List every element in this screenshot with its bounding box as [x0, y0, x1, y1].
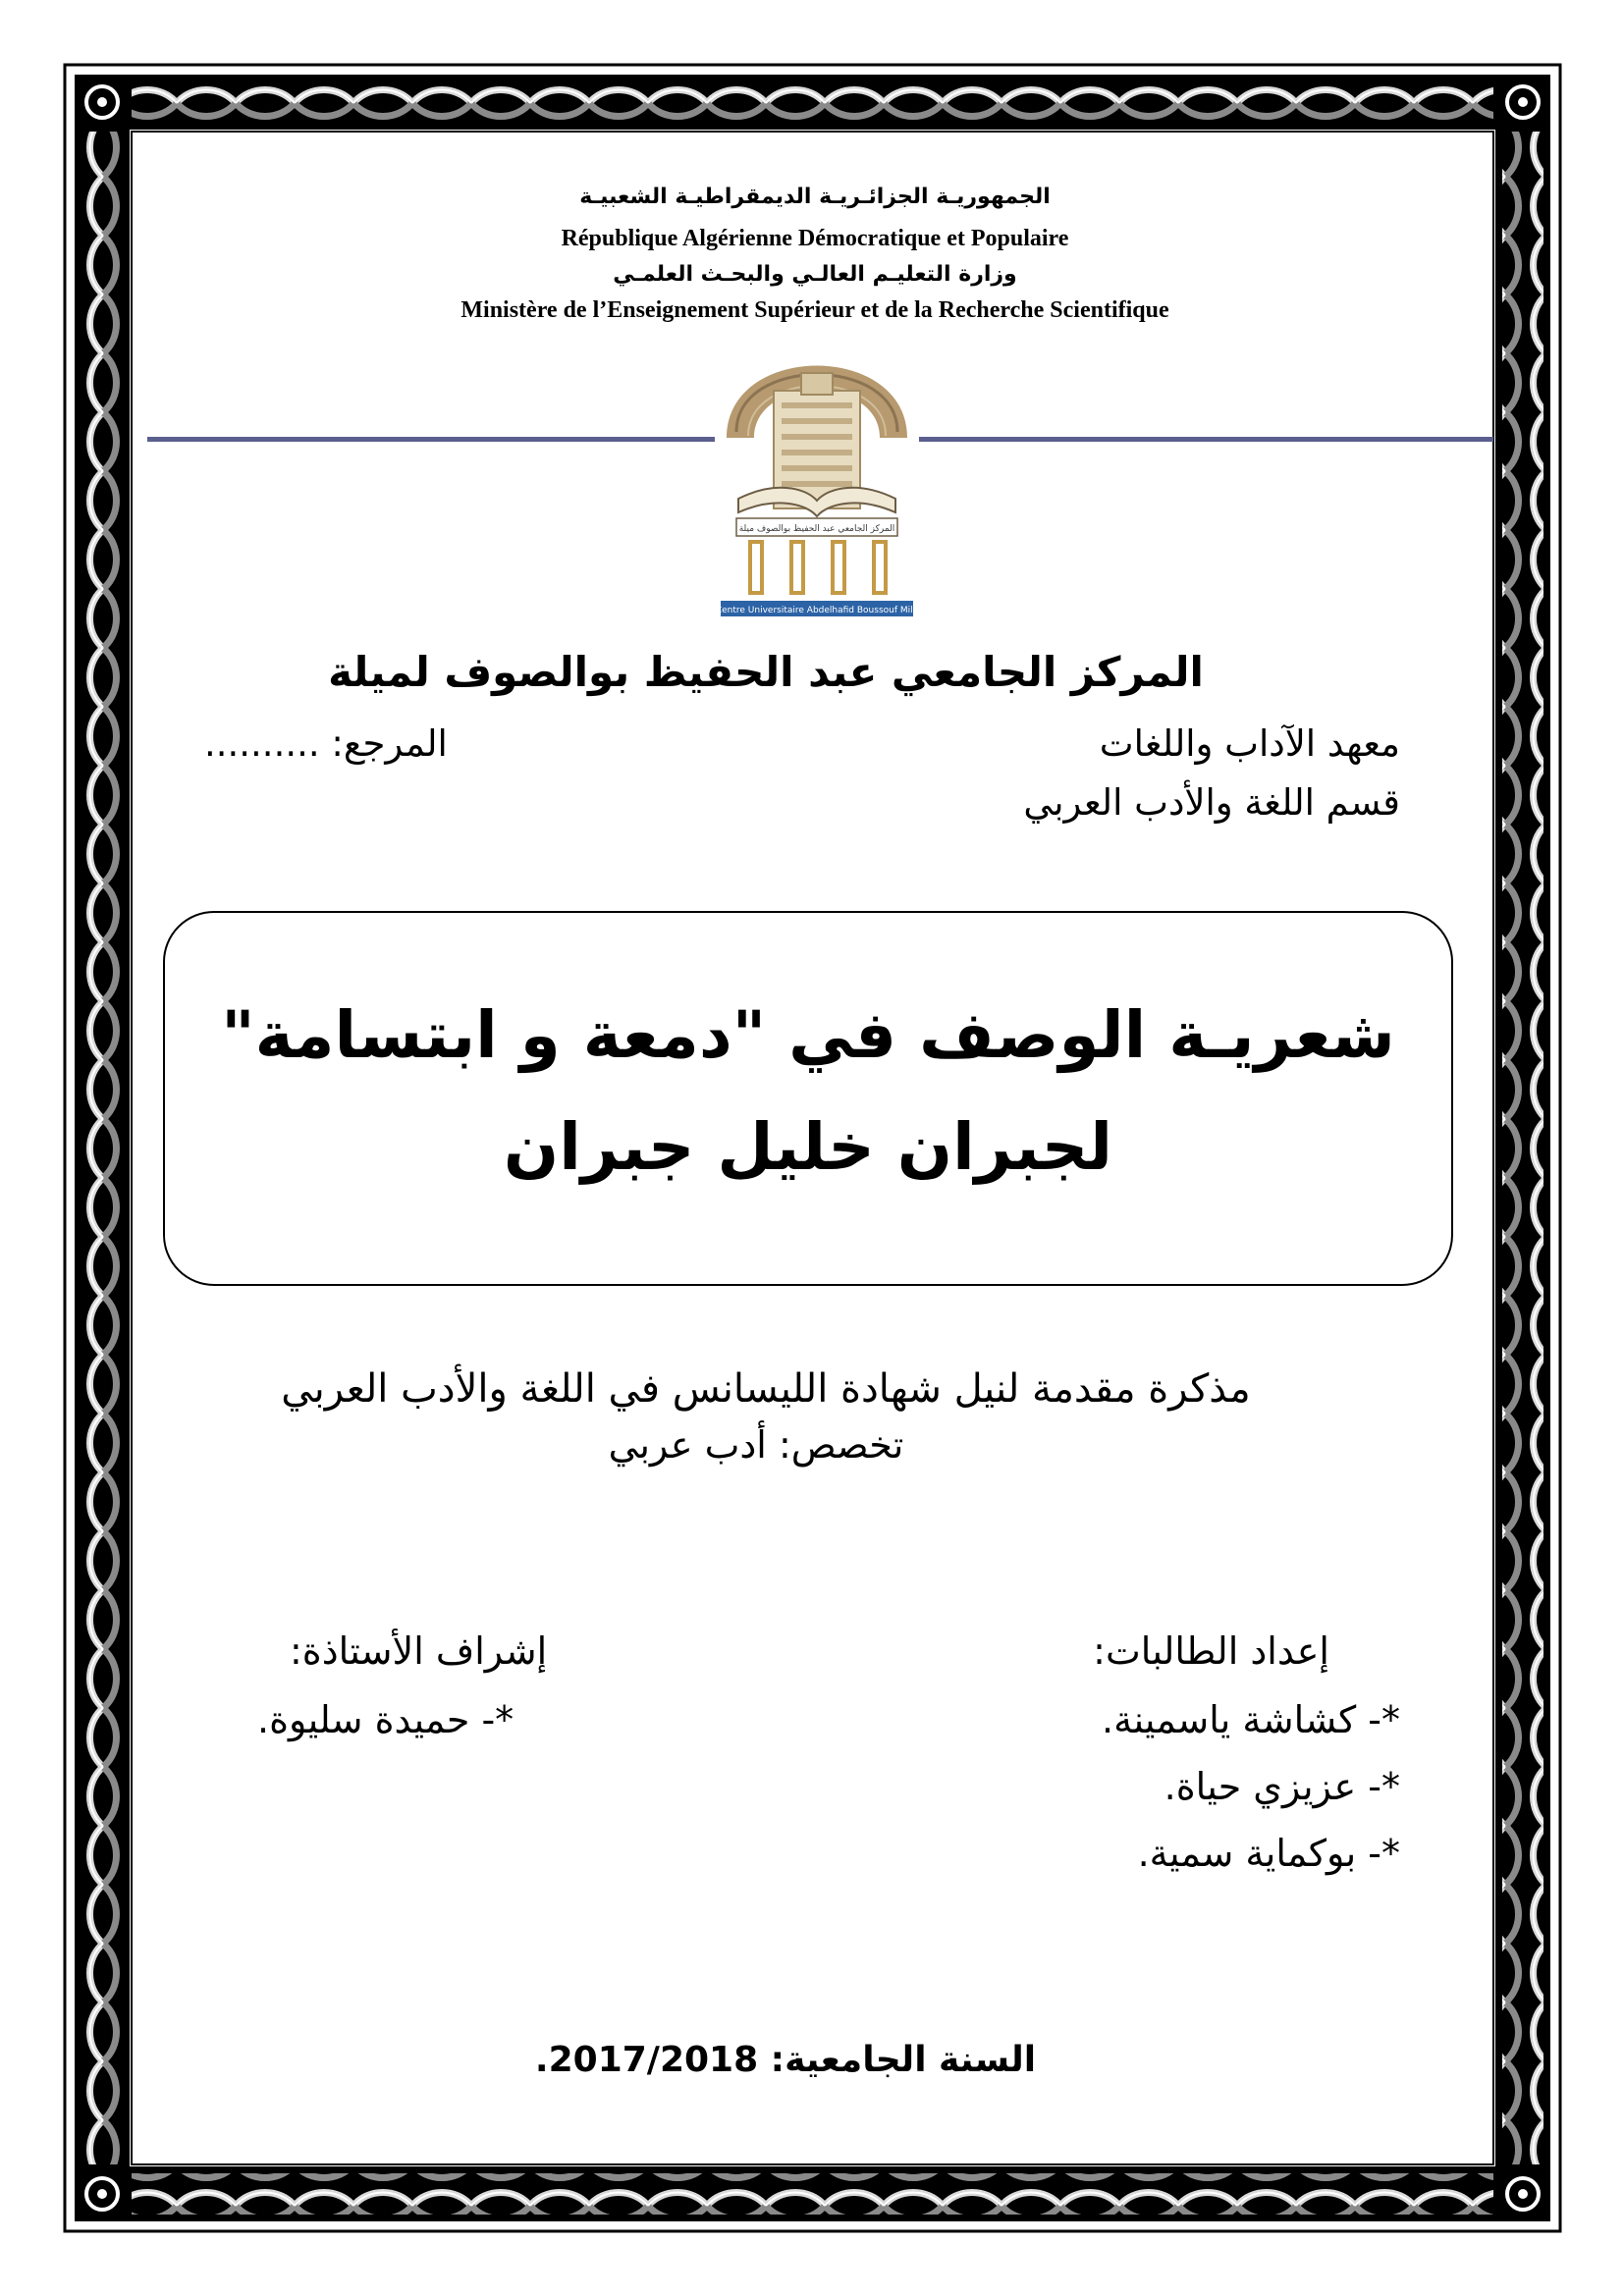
republic-arabic: الجمهوريـة الجزائـريـة الديمقراطيـة الشعبيـة	[579, 185, 1051, 209]
thesis-title-line2: لجبران خليل جبران	[503, 1109, 1113, 1185]
reference-field: المرجع: ..........	[204, 722, 448, 765]
department-name: قسم اللغة والأدب العربي	[1023, 781, 1400, 824]
university-logo	[715, 330, 919, 620]
republic-french: République Algérienne Démocratique et Populaire	[561, 226, 1069, 251]
thesis-title-line1: شعريـة الوصف في "دمعة و ابتسامة"	[221, 997, 1395, 1073]
header-rule-left	[147, 437, 715, 442]
header-rule-right	[919, 437, 1493, 442]
left-braid	[81, 132, 123, 2164]
ministry-arabic: وزارة التعليـم العالـي والبحـث العلمـي	[613, 262, 1017, 287]
student-name: *- كشاشة ياسمينة.	[1102, 1698, 1400, 1741]
specialty: تخصص: أدب عربي	[608, 1423, 904, 1467]
top-braid	[132, 81, 1493, 123]
corner-ornament-icon	[77, 77, 128, 128]
university-name: المركز الجامعي عبد الحفيظ بوالصوف لميلة	[328, 648, 1204, 696]
supervisor-heading: إشراف الأستاذة:	[290, 1629, 548, 1673]
logo-arabic-caption: المركز الجامعي عبد الحفيظ بوالصوف ميلة	[738, 524, 895, 534]
ministry-french: Ministère de l’Enseignement Supérieur et de la Recherche Scientifique	[460, 297, 1169, 323]
right-braid	[1502, 132, 1543, 2164]
bottom-braid	[132, 2173, 1493, 2215]
logo-latin-caption: Centre Universitaire Abdelhafid Boussouf Mila	[715, 606, 919, 615]
corner-ornament-icon	[1497, 2168, 1548, 2219]
students-heading: إعداد الطالبات:	[1093, 1629, 1329, 1673]
thesis-title-box	[163, 911, 1453, 1286]
degree-statement: مذكرة مقدمة لنيل شهادة الليسانس في اللغة والأدب العربي	[281, 1366, 1251, 1412]
supervisor-name: *- حميدة سليوة.	[257, 1698, 514, 1741]
academic-year: السنة الجامعية: 2017/2018.	[534, 2040, 1037, 2080]
corner-ornament-icon	[77, 2168, 128, 2219]
corner-ornament-icon	[1497, 77, 1548, 128]
student-name: *- عزيزي حياة.	[1164, 1765, 1400, 1808]
institute-name: معهد الآداب واللغات	[1099, 722, 1400, 765]
student-name: *- بوكماية سمية.	[1137, 1832, 1400, 1875]
